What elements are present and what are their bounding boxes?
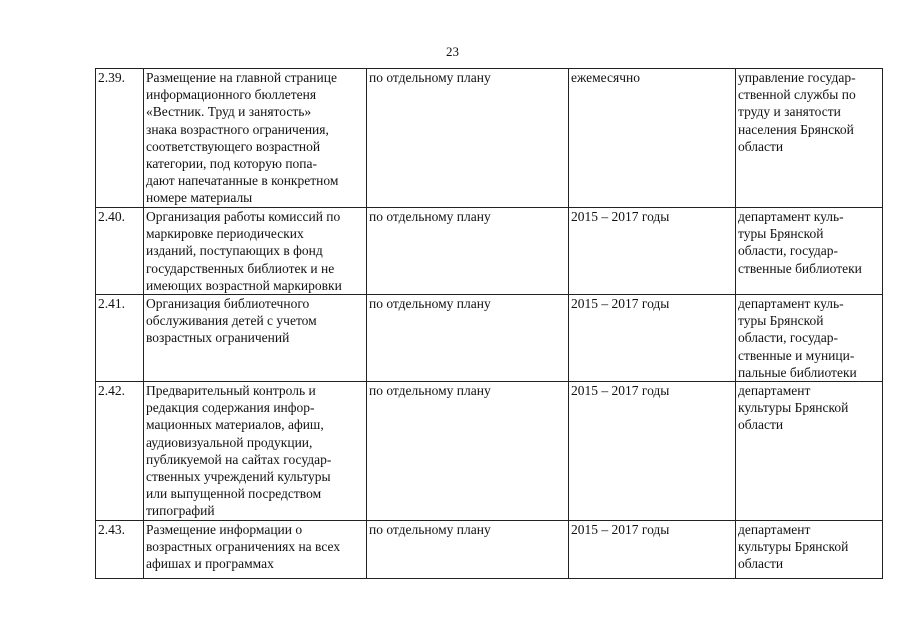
row-number-cell: 2.41. <box>96 295 144 382</box>
period-cell: 2015 – 2017 годы <box>569 520 736 578</box>
row-number-cell: 2.42. <box>96 382 144 521</box>
table-row <box>96 520 883 578</box>
responsible-cell: департамент культуры Брянской области <box>736 382 883 521</box>
table-row <box>96 382 883 521</box>
action-cell: Размещение информации о возрастных ограничениях на всех афишах и программах <box>144 520 367 578</box>
term-cell: по отдельному плану <box>367 295 569 382</box>
table-row <box>96 208 883 295</box>
row-number-cell: 2.43. <box>96 520 144 578</box>
action-cell: Предварительный контроль и редакция содержания инфор- мационных материалов, афиш, аудиовизуальной продукции, публикуемой на сайтах государ- ственных учреждений культуры или выпущенной посредством типографий <box>144 382 367 521</box>
period-cell: ежемесячно <box>569 69 736 208</box>
responsible-cell: департамент куль- туры Брянской области, государ- ственные и муници- пальные библиотеки <box>736 295 883 382</box>
action-cell: Организация работы комиссий по маркировке периодических изданий, поступающих в фонд государственных библиотек и не имеющих возрастной маркировки <box>144 208 367 295</box>
row-number-cell: 2.40. <box>96 208 144 295</box>
plan-table <box>95 68 883 579</box>
term-cell: по отдельному плану <box>367 69 569 208</box>
responsible-cell: департамент куль- туры Брянской области, государ- ственные библиотеки <box>736 208 883 295</box>
action-cell: Организация библиотечного обслуживания детей с учетом возрастных ограничений <box>144 295 367 382</box>
action-cell: Размещение на главной странице информационного бюллетеня «Вестник. Труд и занятость» знака возрастного ограничения, соответствующего возрастной категории, под которую попа- дают напечатанные в конкретном номере материалы <box>144 69 367 208</box>
term-cell: по отдельному плану <box>367 382 569 521</box>
row-number-cell: 2.39. <box>96 69 144 208</box>
page-number: 23 <box>446 44 459 59</box>
table-row <box>96 295 883 382</box>
period-cell: 2015 – 2017 годы <box>569 295 736 382</box>
term-cell: по отдельному плану <box>367 520 569 578</box>
term-cell: по отдельному плану <box>367 208 569 295</box>
responsible-cell: департамент культуры Брянской области <box>736 520 883 578</box>
table-row <box>96 69 883 208</box>
period-cell: 2015 – 2017 годы <box>569 382 736 521</box>
responsible-cell: управление государ- ственной службы по труду и занятости населения Брянской области <box>736 69 883 208</box>
period-cell: 2015 – 2017 годы <box>569 208 736 295</box>
